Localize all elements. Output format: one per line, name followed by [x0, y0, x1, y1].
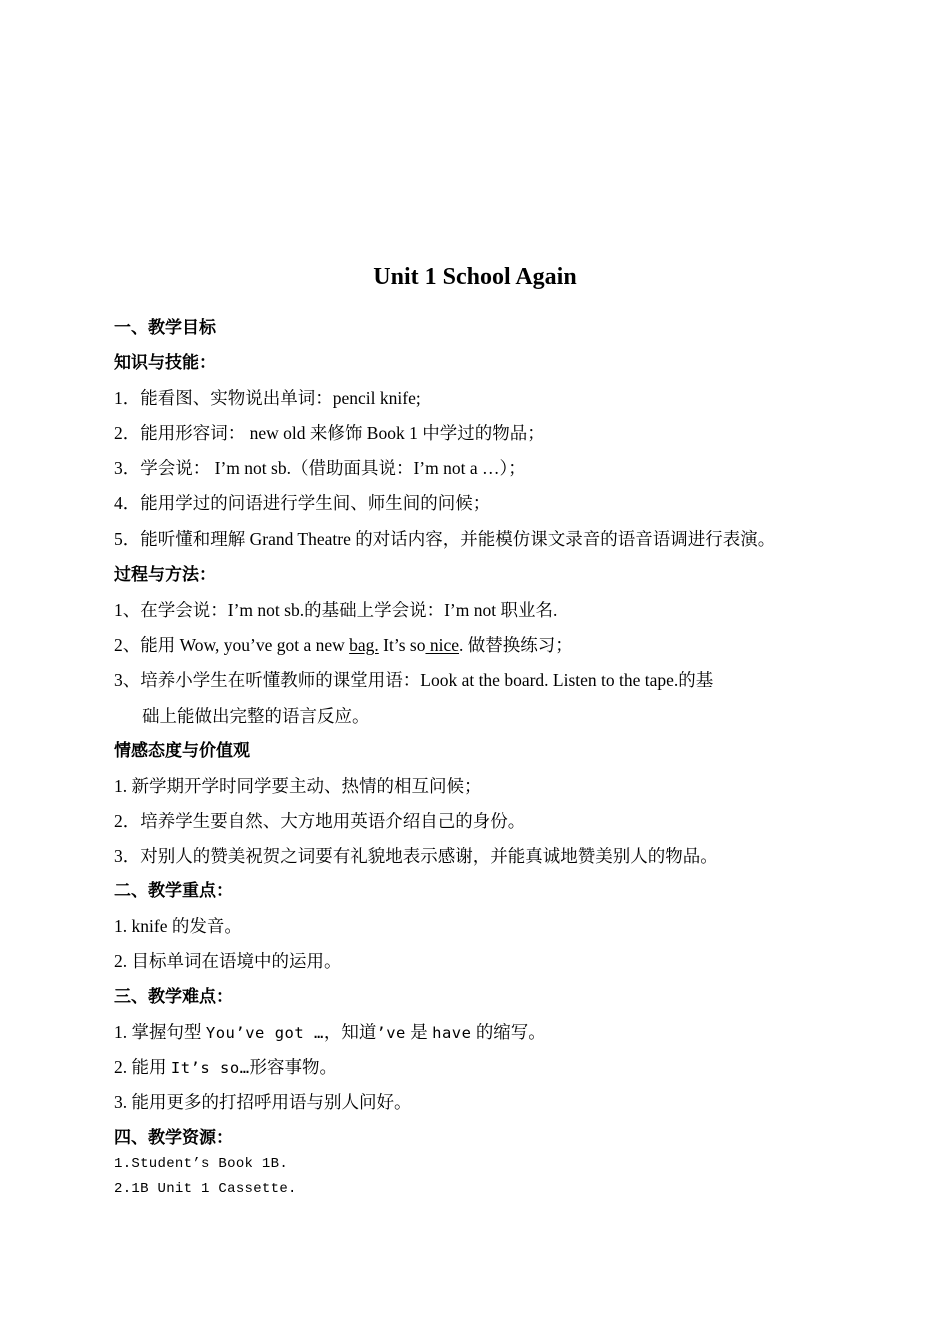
difficulty-item-2-suffix: 形容事物。: [249, 1057, 338, 1077]
knowledge-item-2: 2．能用形容词： new old 来修饰 Book 1 中学过的物品；: [114, 423, 545, 443]
difficulty-item-1-text-b: 是: [405, 1022, 433, 1042]
resource-item-1: 1.Student’s Book 1B.: [114, 1156, 289, 1172]
subheading-knowledge: 知识与技能：: [114, 353, 216, 373]
process-item-3-line-2: 础上能做出完整的语言反应。: [142, 706, 370, 726]
difficulty-item-1-ve: ’ve: [376, 1024, 406, 1042]
key-point-item-1: 1. knife 的发音。: [114, 916, 242, 936]
attitude-item-2: 2．培养学生要自然、大方地用英语介绍自己的身份。: [114, 811, 526, 831]
attitude-item-3: 3．对别人的赞美祝贺之词要有礼貌地表示感谢，并能真诚地赞美别人的物品。: [114, 846, 718, 866]
knowledge-item-3: 3．学会说： I’m not sb.（借助面具说：I’m not a …）；: [114, 458, 526, 478]
knowledge-item-1: 1．能看图、实物说出单词：pencil knife;: [114, 388, 421, 408]
difficulty-item-2-pattern: It’s so…: [170, 1059, 250, 1077]
underlined-word-bag: bag.: [349, 635, 379, 655]
key-point-item-2: 2. 目标单词在语境中的运用。: [114, 951, 342, 971]
section-heading-key-points: 二、教学重点：: [114, 881, 233, 901]
difficulty-item-1-text-c: 的缩写。: [471, 1022, 546, 1042]
difficulty-item-1-prefix: 1. 掌握句型: [114, 1022, 206, 1042]
difficulty-item-2: [114, 1056, 337, 1079]
process-item-2-text-c: . 做替换练习；: [459, 635, 573, 655]
subheading-process: 过程与方法：: [114, 565, 216, 585]
section-heading-objectives: 一、教学目标: [114, 318, 216, 338]
knowledge-item-4: 4．能用学过的问语进行学生间、师生间的问候；: [114, 493, 491, 513]
subheading-attitude: 情感态度与价值观: [114, 741, 250, 761]
section-heading-resources: 四、教学资源：: [114, 1128, 233, 1148]
difficulty-item-1-have: have: [432, 1024, 472, 1042]
process-item-2-text-a: 2、能用 Wow, you’ve got a new: [114, 635, 350, 655]
process-item-3-line-1: 3、培养小学生在听懂教师的课堂用语：Look at the board. Listen to the tape.的基: [114, 670, 714, 690]
document-title: Unit 1 School Again: [373, 264, 577, 290]
difficulty-item-2-prefix: 2. 能用: [114, 1057, 171, 1077]
process-item-2-text-b: It’s so: [378, 635, 426, 655]
difficulty-item-1-pattern: You’ve got …: [205, 1024, 324, 1042]
difficulty-item-1: [114, 1021, 546, 1044]
knowledge-item-5: 5．能听懂和理解 Grand Theatre 的对话内容，并能模仿课文录音的语音语调进行表演。: [114, 529, 776, 549]
difficulty-item-1-text-a: ，知道: [323, 1022, 377, 1042]
resource-item-2: 2.1B Unit 1 Cassette.: [114, 1181, 297, 1197]
process-item-2: [114, 634, 573, 656]
underlined-word-nice: nice: [425, 635, 459, 655]
section-heading-difficulties: 三、教学难点：: [114, 987, 233, 1007]
process-item-1: 1、在学会说：I’m not sb.的基础上学会说：I’m not 职业名.: [114, 600, 558, 620]
difficulty-item-3: 3. 能用更多的打招呼用语与别人问好。: [114, 1092, 412, 1112]
attitude-item-1: 1. 新学期开学时同学要主动、热情的相互问候；: [114, 776, 482, 796]
